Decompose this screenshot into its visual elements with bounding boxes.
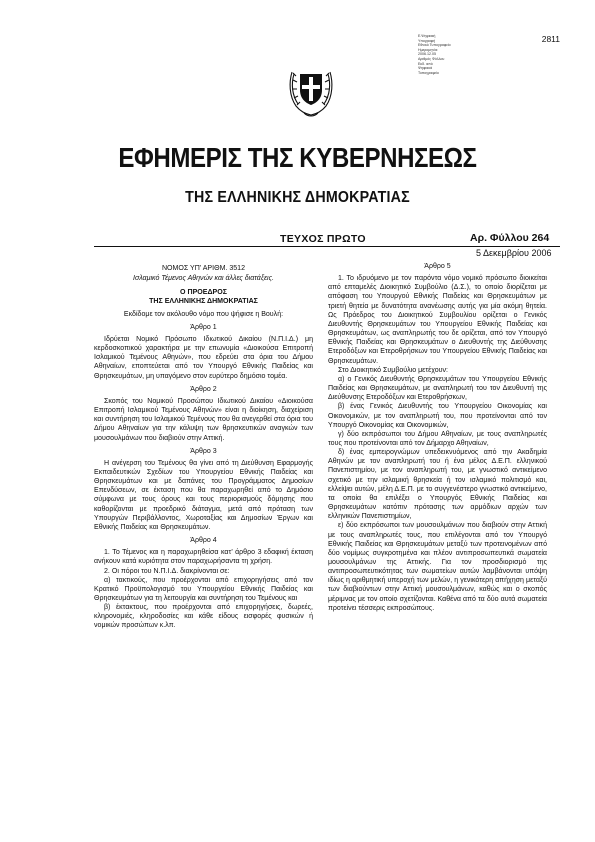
stamp-line: Ε.Ψηφιακή bbox=[418, 34, 436, 38]
president-heading: ΤΗΣ ΕΛΛΗΝΙΚΗΣ ΔΗΜΟΚΡΑΤΙΑΣ bbox=[149, 298, 258, 306]
gazette-subtitle: ΤΗΣ ΕΛΛΗΝΙΚΗΣ ΔΗΜΟΚΡΑΤΙΑΣ bbox=[185, 189, 410, 206]
stamp-line: Εθνικό Τυπογραφείο bbox=[418, 43, 451, 48]
issue-number: 264 bbox=[531, 232, 550, 244]
article-paragraph: Στο Διοικητικό Συμβούλιο μετέχουν: bbox=[338, 366, 449, 374]
stamp-line: Εκδ. από bbox=[418, 61, 433, 66]
article-paragraph: 2. Οι πόροι του Ν.Π.Ι.Δ. διακρίνονται σε: bbox=[104, 567, 230, 575]
article-paragraph: Η ανέγερση του Τεμένους θα γίνει από τη Διεύθυνση Εφαρμογής Εκπαιδευτικών Σχεδίων του Υπουργείου Εθνικής Παιδείας και Θρησκευμάτων και με δαπάνες του Προγράμματος Δημοσίων Επενδύσεων, σε έκταση που θα παραχωρηθεί από το Δημόσιο σύμφωνα με τους όρους και τους περιορισμούς δόμησης που καθορίζονται με προεδρικό διάταγμα, μετά από πρόταση των Υπουργών Περιβάλλοντος, Χωροταξίας και Δημοσίων Έργων και Εθνικής Παιδείας και Θρησκευμάτων. bbox=[94, 459, 313, 531]
issue-label: Αρ. Φύλλου bbox=[470, 232, 532, 244]
article-paragraph: 1. Το ιδρυόμενο με τον παρόντα νόμο νομικό πρόσωπο διοικείται από επταμελές Διοικητικό Συμβούλιο (Δ.Σ.), το οποίο διορίζεται με απόφαση του Υπουργού Εθνικής Παιδείας και Θρησκευμάτων με τριετή θητεία με δυνατότητα ανανέωσης αυτής για μία ακόμη θητεία. Ως Πρόεδρος του Διοικητικού Συμβουλίου ορίζεται ο Γενικός Διευθυντής Θρησκευμάτων του Υπουργείου Εθνικής Παιδείας και Θρησκευμάτων, ως αναπληρωτής του δε ορίζεται, από τον Υπουργό Εθνικής Παιδείας και Θρησκευμάτων ο Διευθυντής της Διεύθυνσης Ετεροδόξων και Ετεροθρήσκων του Υπουργείου Εθνικής Παιδείας και Θρησκευμάτων. bbox=[328, 275, 547, 365]
stamp-line: Υπογραφή bbox=[418, 38, 436, 43]
header-rule bbox=[94, 246, 560, 247]
article-paragraph: 1. Το Τέμενος και η παραχωρηθείσα κατ’ άρθρο 3 εδαφική έκταση ανήκουν κατά κυριότητα στον παραχωρήσαντα τη χρήση. bbox=[94, 549, 313, 566]
enactment-formula: Εκδίδομε τον ακόλουθο νόμο που ψήφισε η Βουλή: bbox=[123, 310, 284, 318]
stamp-line: Τυπογραφείο bbox=[418, 70, 439, 75]
issue-type: ΤΕΥΧΟΣ ΠΡΩΤΟ bbox=[280, 233, 366, 245]
law-title: Ισλαμικό Τέμενος Αθηνών και άλλες διατάξεις. bbox=[132, 275, 275, 283]
digital-signature-stamp bbox=[418, 34, 474, 75]
article-paragraph: γ) δύο εκπρόσωποι του Δήμου Αθηναίων, με τους αναπληρωτές τους που προτείνονται από τον Δήμαρχο Αθηναίων, bbox=[328, 430, 547, 447]
issue-number-block bbox=[470, 232, 549, 244]
gazette-title: ΕΦΗΜΕΡΙΣ ΤΗΣ ΚΥΒΕΡΝΗΣΕΩΣ bbox=[118, 142, 477, 173]
article-paragraph: α) τακτικούς, που προέρχονται από επιχορηγήσεις από τον Κρατικό Προϋπολογισμό του Υπουργείου Εθνικής Παιδείας και Θρησκευμάτων για τη λειτουργία και συντήρηση του Τεμένους και bbox=[94, 576, 313, 602]
article-heading: Άρθρο 1 bbox=[190, 323, 217, 331]
president-heading: Ο ΠΡΟΕΔΡΟΣ bbox=[180, 289, 227, 297]
page-number: 2811 bbox=[541, 34, 560, 44]
article-paragraph: ε) δύο εκπρόσωποι των μουσουλμάνων που διαβιούν στην Αττική με τους αναπληρωτές τους, που επιλέγονται από τον Υπουργό Εθνικής Παιδείας και Θρησκευμάτων μεταξύ των προτεινομένων από δύο νομίμως συγκροτημένα και πλέον αντιπροσωπευτικά σωματεία μουσουλμάνων της Αττικής. Για τον προσδιορισμό της αντιπροσωπευτικότητας των σωματείων αυτών λαμβάνονται υπόψη ιδίως η αριθμητική υπεροχή των μελών, η γενικότερη απήχηση μεταξύ των διαβιούντων στην Αττική μουσουλμάνων, καθώς και ο σκοπός μέριμνας με τον οποίο σχετίζονται. Καθένα από τα δύο αυτά σωματεία προτείνει τέσσερις εκπροσώπους. bbox=[328, 522, 547, 612]
article-paragraph: δ) ένας εμπειρογνώμων υπεδεικνυόμενος από την Ακαδημία Αθηνών με τον αναπληρωτή του ή ένα μέλος Δ.Ε.Π. ελληνικού Πανεπιστημίου, με τον αναπληρωτή του, με γνωστικό αντικείμενο σχετικό με την ισλαμική θρησκεία ή τον ισλαμικό πολιτισμό και, ελλείψει αυτών, μέλη Δ.Ε.Π. με το συγγενέστερο γνωστικό αντικείμενο, τα οποία θα επιλέξει ο Υπουργός Εθνικής Παιδείας και Θρησκευμάτων κατόπιν πρότασης των αρμόδιων αρχών των ελληνικών Πανεπιστημίων, bbox=[328, 449, 547, 521]
stamp-line: Ψηφιακά bbox=[418, 66, 433, 71]
issue-date: 5 Δεκεμβρίου 2006 bbox=[476, 248, 552, 258]
law-number: ΝΟΜΟΣ ΥΠ’ ΑΡΙΘΜ. 3512 bbox=[161, 265, 246, 272]
coat-of-arms-icon bbox=[286, 62, 336, 118]
article-paragraph: β) ένας Γενικός Διευθυντής του Υπουργείου Οικονομίας και Οικονομικών, με τον αναπληρωτή του, που προτείνονται από τον Υπουργό Οικονομίας και Οικονομικών, bbox=[328, 403, 547, 429]
stamp-line: 2006.12.05 bbox=[418, 52, 436, 57]
article-paragraph: β) έκτακτους, που προέρχονται από επιχορηγήσεις, δωρεές, κληρονομιές, κληροδοσίες και κάθε είδους εισφορές φυσικών ή νομικών προσώπων κ.λπ. bbox=[94, 604, 313, 630]
left-column bbox=[94, 262, 313, 631]
article-heading: Άρθρο 5 bbox=[424, 263, 451, 270]
article-paragraph: Ιδρύεται Νομικό Πρόσωπο Ιδιωτικού Δικαίου (Ν.Π.Ι.Δ.) μη κερδοσκοπικού χαρακτήρα με την επωνυμία «Διοικούσα Επιτροπή Ισλαμικού Τεμένους Αθηνών», που εδρεύει στα όρια του Δήμου Αθηναίων, εποπτεύεται από τον Υπουργό Εθνικής Παιδείας και Θρησκευμάτων, μη υπαγόμενο στον ευρύτερο δημόσιο τομέα. bbox=[94, 335, 313, 380]
article-paragraph: Σκοπός του Νομικού Προσώπου Ιδιωτικού Δικαίου «Διοικούσα Επιτροπή Ισλαμικού Τεμένους Αθηνών» είναι η διοίκηση, διαχείριση και συντήρηση του Ισλαμικού Τεμένους που θα ανεγερθεί στα όρια του Δήμου Αθηναίων για την κάλυψη των θρησκευτικών αναγκών των μουσουλμάνων που διαβιούν στην Αττική. bbox=[94, 397, 313, 442]
article-heading: Άρθρο 2 bbox=[190, 385, 217, 393]
right-column bbox=[328, 262, 547, 613]
article-paragraph: α) ο Γενικός Διευθυντής Θρησκευμάτων του Υπουργείου Εθνικής Παιδείας και Θρησκευμάτων, με αναπληρωτή του τον Διευθυντή της Διεύθυνσης Ετεροδόξων και Ετεροθρήσκων, bbox=[328, 375, 547, 402]
article-heading: Άρθρο 4 bbox=[190, 537, 217, 545]
stamp-line: Ημερομηνία: bbox=[418, 47, 439, 52]
article-heading: Άρθρο 3 bbox=[190, 447, 217, 455]
stamp-line: Αριθμός Φύλλου bbox=[418, 56, 445, 61]
